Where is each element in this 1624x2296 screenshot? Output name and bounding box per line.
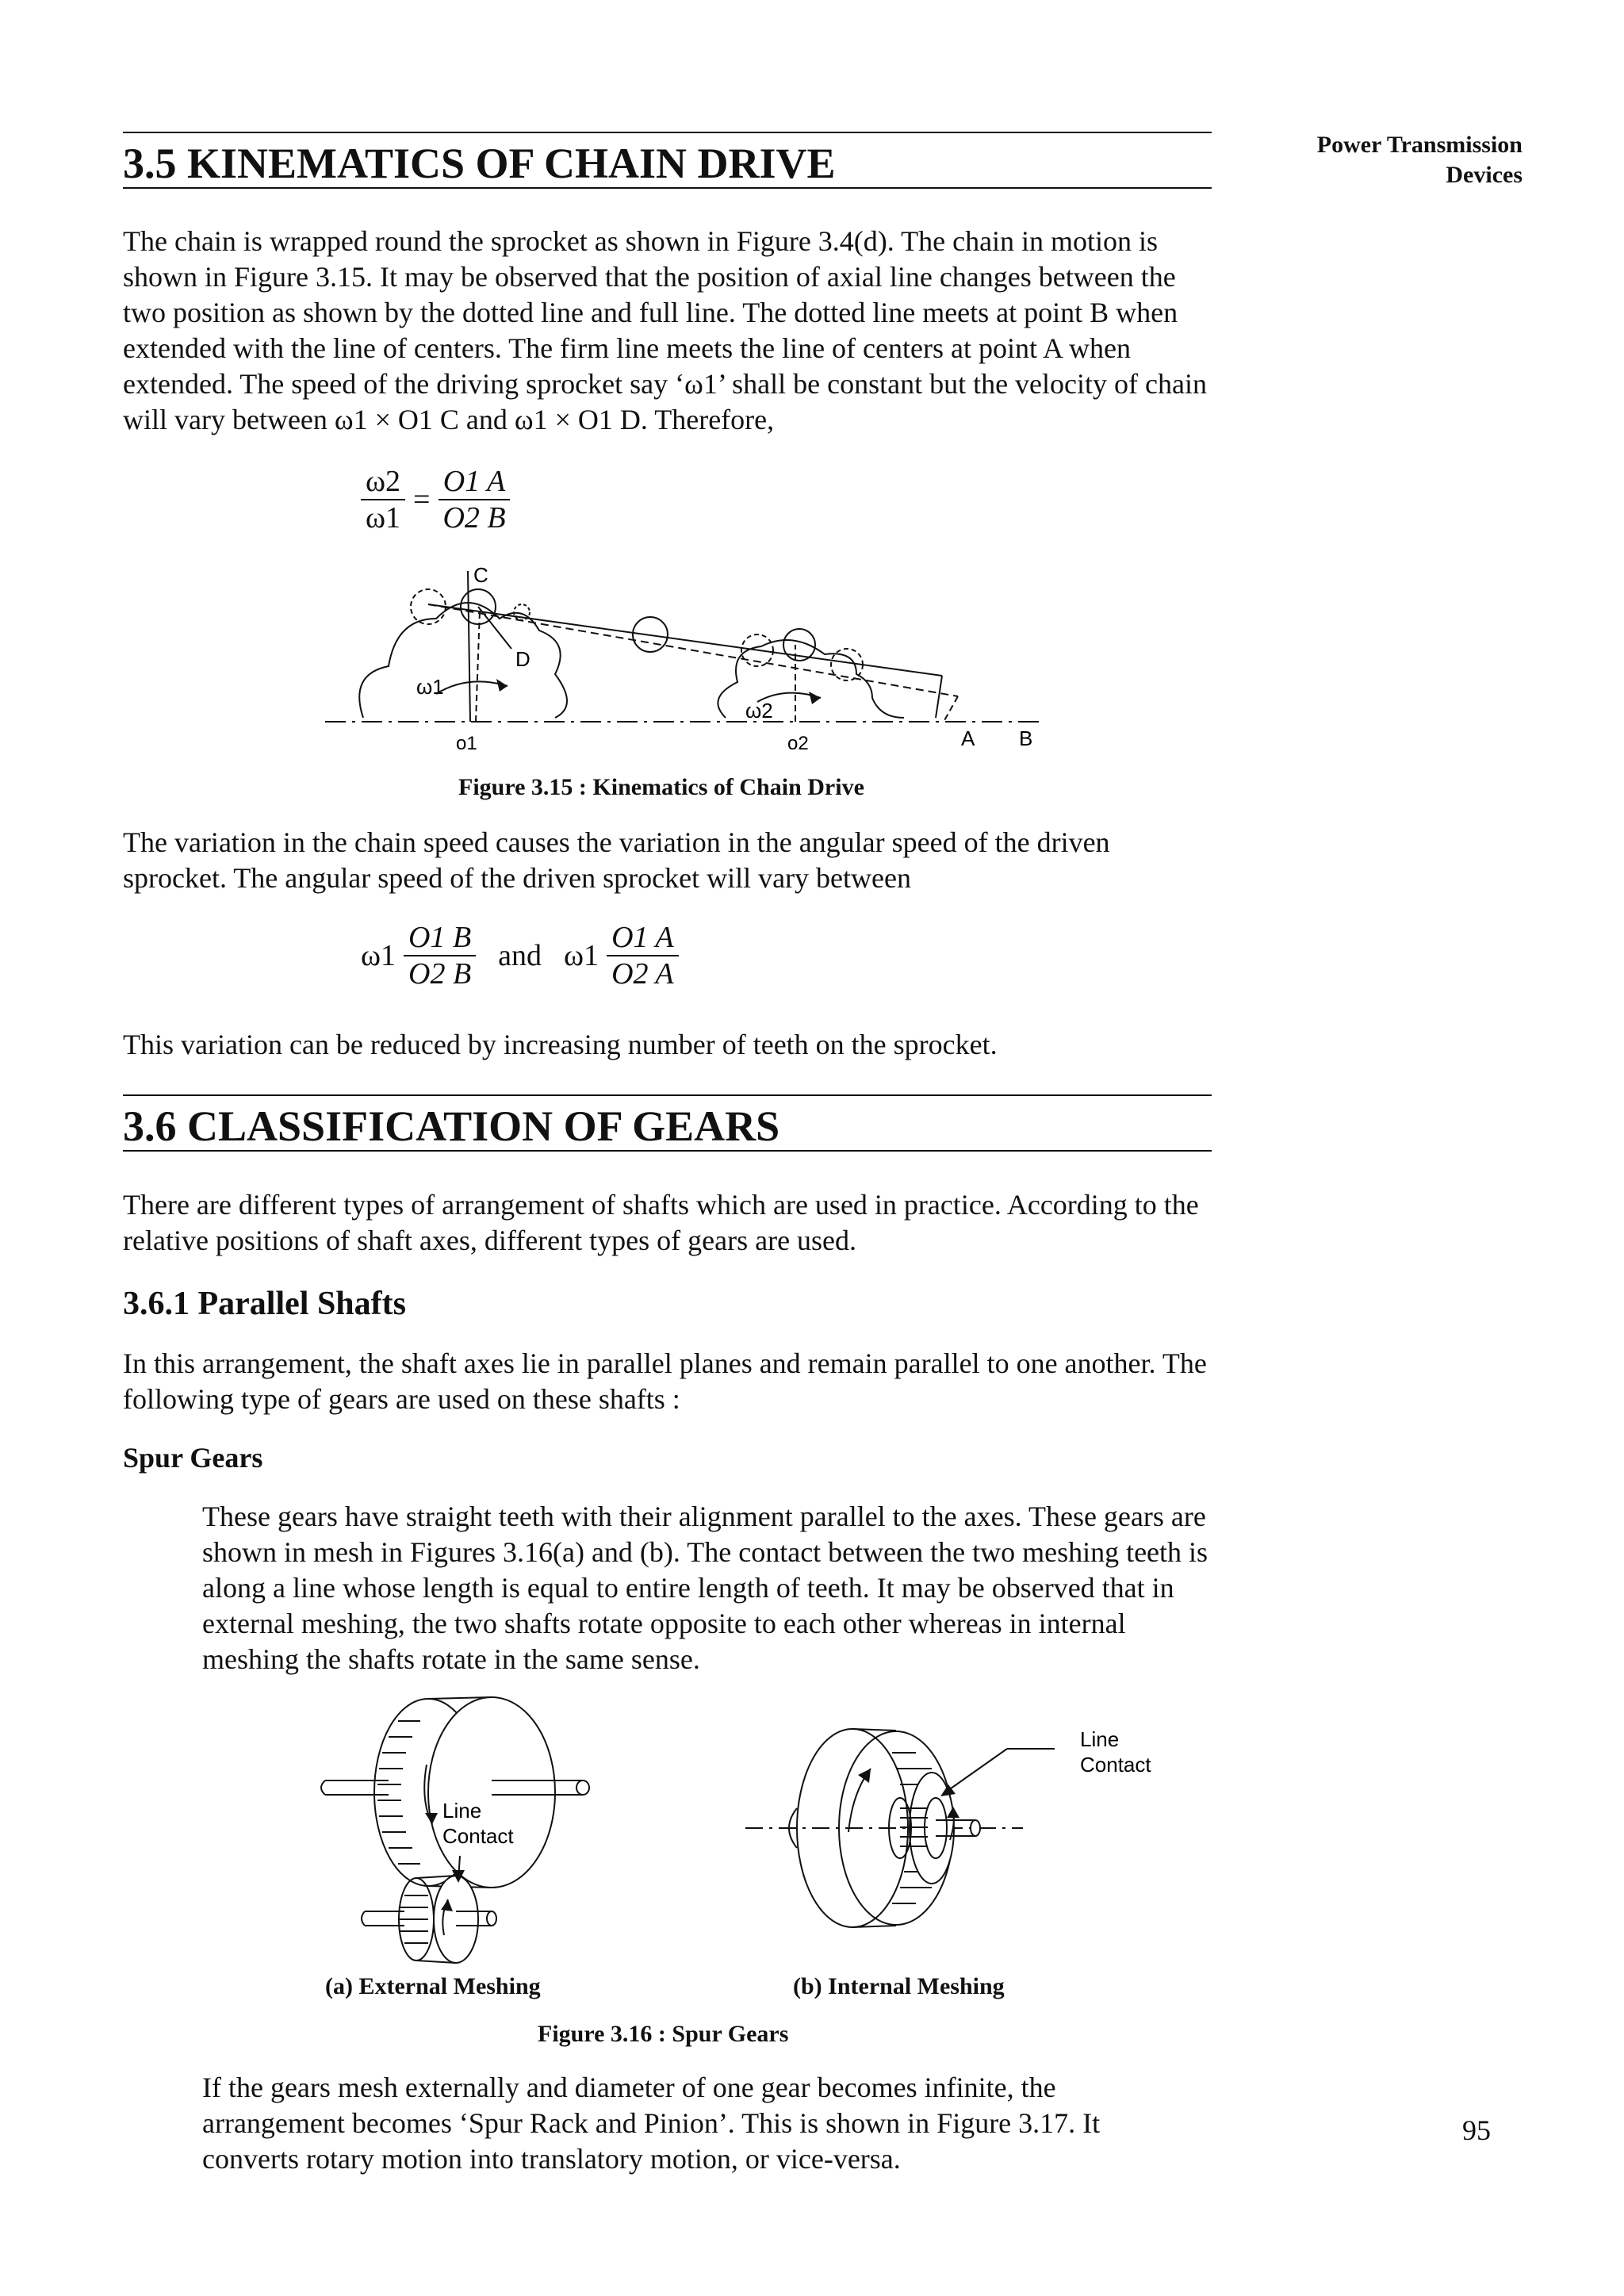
- section-3-6-heading: [123, 1094, 1212, 1152]
- line-contact-label-b-1: Line: [1080, 1727, 1120, 1751]
- figure-3-16a-caption: (a) External Meshing: [325, 1973, 541, 1999]
- chain-drive-diagram: [317, 555, 1063, 761]
- spur-gears-paragraph: These gears have straight teeth with their alignment parallel to the axes. These gears are shown in mesh in Figures 3.16(a) and (b). The contact between the two meshing teeth is along a line whose length is equal to entire length of teeth. It may be observed that in external meshing, the two shafts rotate opposite to each other whereas in internal meshing the shafts rotate in the same sense.: [202, 1501, 1208, 1675]
- label-o1: o1: [456, 733, 477, 754]
- label-a: A: [961, 726, 975, 750]
- equation-driven-speed-range: ω1 $\frac{O1 B}{O2 B}$ and ω1 $\frac{O1 A}{O2 A}$: [361, 920, 679, 991]
- section-3-5-paragraph: The chain is wrapped round the sprocket as shown in Figure 3.4(d). The chain in motion is shown in Figure 3.15. It may be observed that the position of axial line changes between the two position as shown by the dotted line and full line. The dotted line meets at point B when extended with the line of centers. The firm line meets the line of centers at point A when extended. The speed of the driving sprocket say ‘ω1’ shall be constant but the velocity of chain will vary between ω1 × O1 C and ω1 × O1 D. Therefore,: [123, 225, 1207, 435]
- line-contact-label-a-1: Line: [442, 1799, 482, 1823]
- figure-3-15-caption: Figure 3.15 : Kinematics of Chain Drive: [458, 774, 864, 800]
- section-3-6-title: 3.6 CLASSIFICATION OF GEARS: [123, 1102, 780, 1150]
- section-3-5-paragraph-2: The variation in the chain speed causes the variation in the angular speed of the driven sprocket. The angular speed of the driven sprocket will vary between: [123, 826, 1110, 894]
- label-o2: o2: [787, 733, 809, 754]
- rack-pinion-paragraph: If the gears mesh externally and diameter of one gear becomes infinite, the arrangement becomes ‘Spur Rack and Pinion’. This is shown in Figure 3.17. It converts rotary motion into translatory motion, or vice-versa.: [202, 2072, 1101, 2175]
- label-omega2: ω2: [745, 699, 773, 723]
- page-number: 95: [1462, 2114, 1491, 2146]
- section-3-5-paragraph-3: This variation can be reduced by increasing number of teeth on the sprocket.: [123, 1029, 998, 1060]
- figure-3-16b-caption: (b) Internal Meshing: [793, 1973, 1005, 1999]
- internal-meshing-diagram: [737, 1721, 1182, 1951]
- running-head: [1317, 130, 1522, 190]
- line-contact-label-b-2: Contact: [1080, 1753, 1151, 1777]
- subsection-3-6-1-paragraph: In this arrangement, the shaft axes lie in parallel planes and remain parallel to one another. The following type of gears are used on these shafts :: [123, 1347, 1207, 1415]
- line-contact-label-a-2: Contact: [442, 1824, 514, 1848]
- spur-gears-heading: Spur Gears: [123, 1442, 263, 1474]
- section-3-5-heading: [123, 132, 1212, 189]
- section-3-5-title: 3.5 KINEMATICS OF CHAIN DRIVE: [123, 140, 836, 187]
- external-meshing-diagram: [309, 1689, 611, 1967]
- running-head-line2: Devices: [1446, 162, 1522, 188]
- label-d: D: [515, 647, 530, 671]
- label-omega1: ω1: [416, 675, 444, 699]
- label-c: C: [473, 563, 488, 587]
- subsection-3-6-1-title: 3.6.1 Parallel Shafts: [123, 1286, 406, 1322]
- figure-3-16-caption: Figure 3.16 : Spur Gears: [538, 2021, 789, 2047]
- running-head-line1: Power Transmission: [1316, 132, 1522, 158]
- section-3-6-paragraph: There are different types of arrangement of shafts which are used in practice. According to the relative positions of shaft axes, different types of gears are used.: [123, 1189, 1199, 1256]
- label-b: B: [1019, 726, 1033, 750]
- dotted-chain-line: [428, 604, 958, 696]
- radius-o1c: [468, 571, 470, 722]
- equation-omega-ratio: $\frac{\omega 2}{\omega 1}$ = $\frac{O1 A}{O2 B}$: [361, 464, 511, 535]
